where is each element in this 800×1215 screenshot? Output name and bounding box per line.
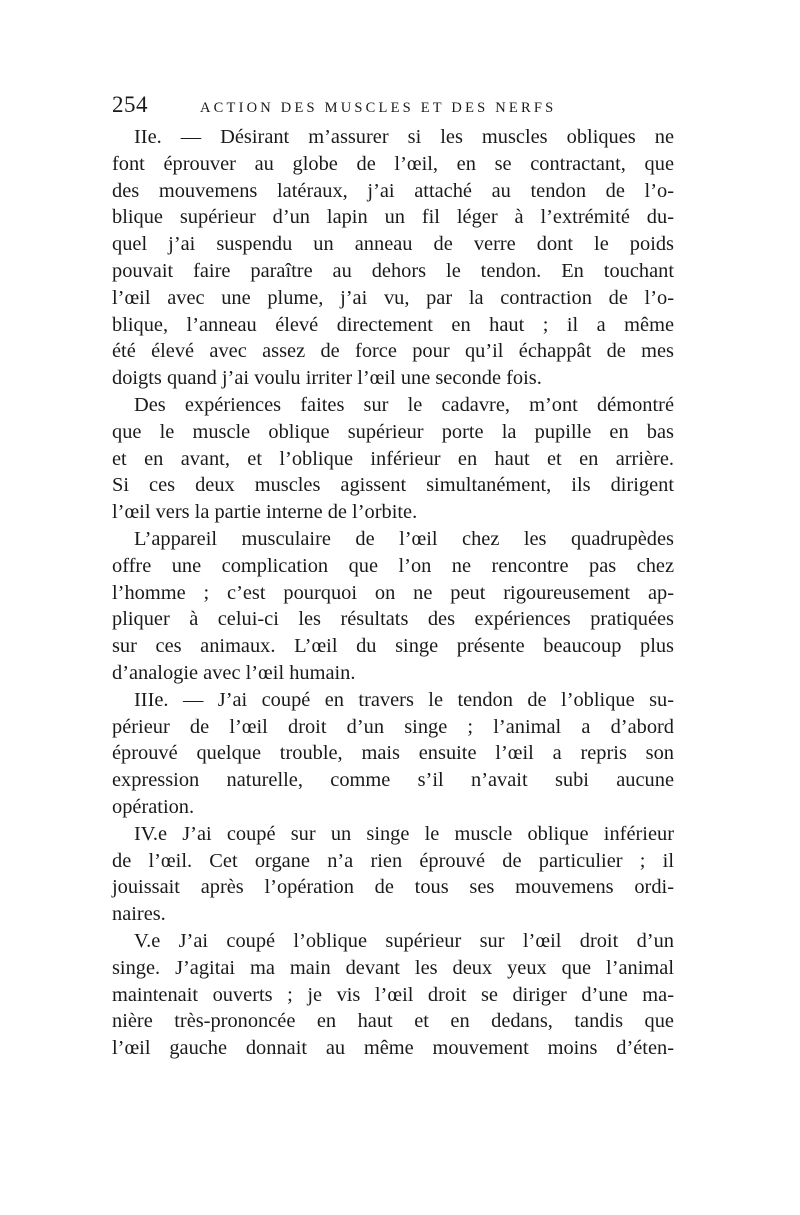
running-head bbox=[112, 92, 674, 122]
text-line: L’appareil musculaire de l’œil chez les quadrupèdes bbox=[134, 527, 674, 550]
text-line: et en avant, et l’oblique inférieur en haut et en arrière. bbox=[112, 447, 674, 470]
text-line: quel j’ai suspendu un anneau de verre dont le poids bbox=[112, 233, 674, 256]
text-line: de l’œil. Cet organe n’a rien éprouvé de particulier ; il bbox=[112, 849, 674, 872]
text-line: V.e J’ai coupé l’oblique supérieur sur l’œil droit d’un bbox=[134, 929, 674, 952]
paragraph bbox=[112, 687, 674, 821]
text-line: singe. J’agitai ma main devant les deux yeux que l’animal bbox=[112, 956, 674, 979]
text-line: IV.e J’ai coupé sur un singe le muscle oblique inférieur bbox=[134, 822, 674, 845]
text-line: éprouvé quelque trouble, mais ensuite l’œil a repris son bbox=[112, 742, 674, 765]
text-line: opération. bbox=[112, 795, 195, 818]
paragraph bbox=[112, 526, 674, 687]
body-text bbox=[112, 124, 674, 1062]
text-line: blique, l’anneau élevé directement en haut ; il a même bbox=[112, 313, 674, 336]
text-line: offre une complication que l’on ne rencontre pas chez bbox=[112, 554, 674, 577]
text-line: font éprouver au globe de l’œil, en se contractant, que bbox=[112, 152, 674, 175]
text-line: périeur de l’œil droit d’un singe ; l’animal a d’abord bbox=[112, 715, 674, 738]
text-line: été élevé avec assez de force pour qu’il échappât de mes bbox=[112, 340, 674, 363]
text-line: pouvait faire paraître au dehors le tendon. En touchant bbox=[112, 259, 674, 282]
text-line: naires. bbox=[112, 903, 166, 926]
page-number: 254 bbox=[112, 92, 148, 117]
text-line: nière très-prononcée en haut et en dedans, tandis que bbox=[112, 1010, 674, 1033]
text-line: blique supérieur d’un lapin un fil léger à l’extrémité du- bbox=[112, 206, 674, 229]
text-line: que le muscle oblique supérieur porte la pupille en bas bbox=[112, 420, 674, 443]
paragraph bbox=[112, 392, 674, 526]
text-line: pliquer à celui-ci les résultats des expériences pratiquées bbox=[112, 608, 674, 631]
text-line: l’homme ; c’est pourquoi on ne peut rigoureusement ap- bbox=[112, 581, 674, 604]
text-line: Des expériences faites sur le cadavre, m’ont démontré bbox=[134, 393, 674, 416]
text-line: doigts quand j’ai voulu irriter l’œil une seconde fois. bbox=[112, 367, 542, 390]
paragraph bbox=[112, 821, 674, 928]
text-line: l’œil gauche donnait au même mouvement moins d’éten- bbox=[112, 1037, 674, 1060]
text-line: des mouvemens latéraux, j’ai attaché au tendon de l’o- bbox=[112, 179, 674, 202]
paragraph bbox=[112, 124, 674, 392]
text-line: jouissait après l’opération de tous ses mouvemens ordi- bbox=[112, 876, 674, 899]
text-line: sur ces animaux. L’œil du singe présente beaucoup plus bbox=[112, 635, 674, 658]
text-line: l’œil vers la partie interne de l’orbite. bbox=[112, 501, 418, 524]
text-line: Si ces deux muscles agissent simultanément, ils dirigent bbox=[112, 474, 674, 497]
text-line: IIe. — Désirant m’assurer si les muscles obliques ne bbox=[134, 126, 674, 148]
book-page bbox=[112, 92, 674, 1092]
text-line: d’analogie avec l’œil humain. bbox=[112, 661, 356, 684]
paragraph bbox=[112, 928, 674, 1062]
text-line: expression naturelle, comme s’il n’avait subi aucune bbox=[112, 769, 674, 792]
running-title: ACTION DES MUSCLES ET DES NERFS bbox=[200, 100, 557, 116]
text-line: maintenait ouverts ; je vis l’œil droit se diriger d’une ma- bbox=[112, 983, 674, 1006]
text-line: l’œil avec une plume, j’ai vu, par la contraction de l’o- bbox=[112, 286, 674, 309]
text-line: IIIe. — J’ai coupé en travers le tendon de l’oblique su- bbox=[134, 688, 674, 711]
